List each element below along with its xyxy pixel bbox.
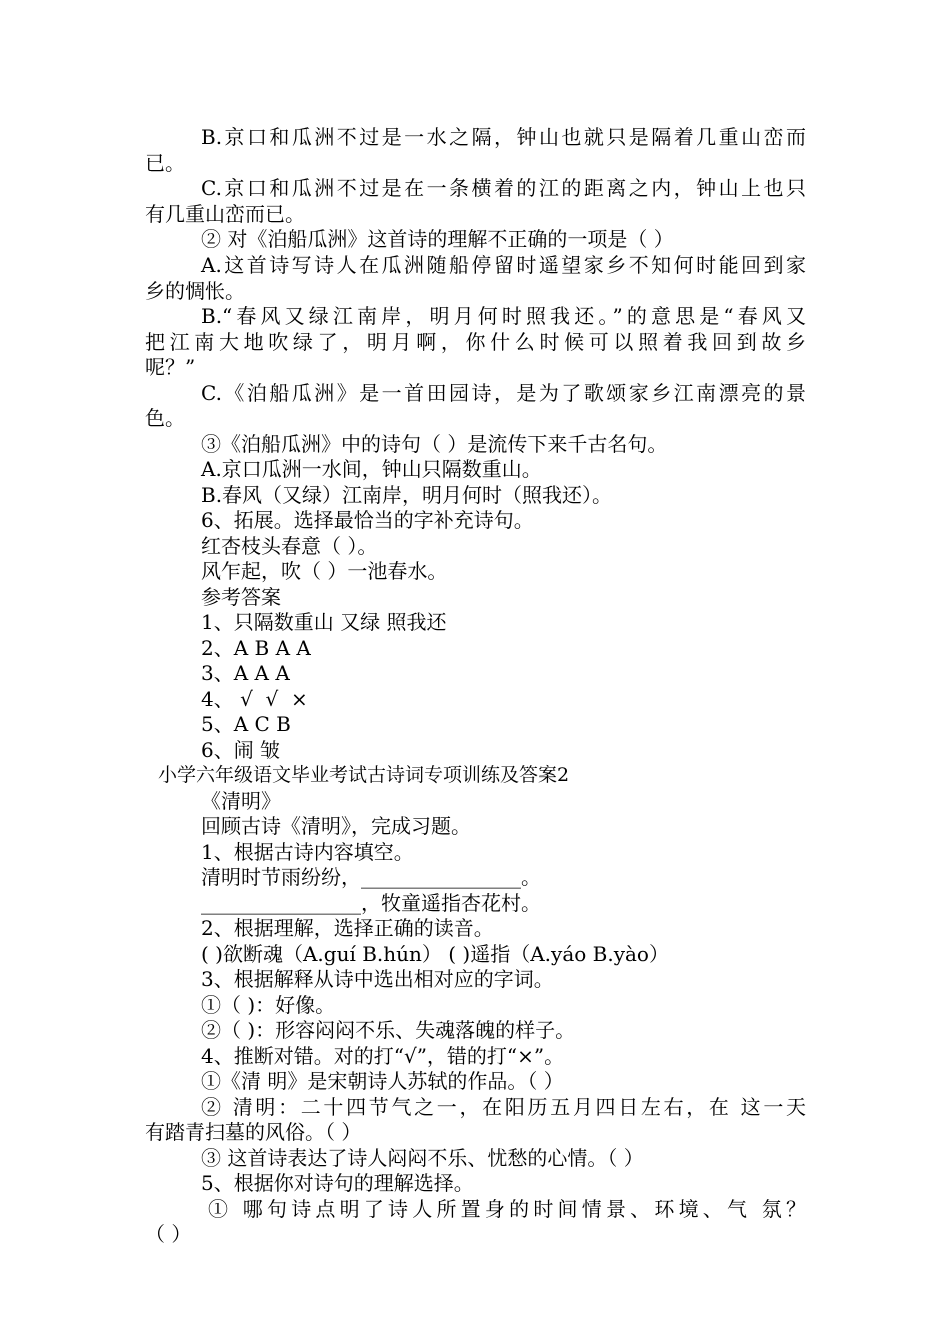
answer-line: 3、A A A — [201, 661, 290, 685]
text-line: ①《清 明》是宋朝诗人苏轼的作品。（ ） — [201, 1069, 564, 1093]
text-line: ① 哪句诗点明了诗人所置身的时间情景、环境、气 氛？ — [208, 1197, 806, 1221]
text-line: ①（ )：好像。 — [201, 993, 336, 1017]
text-line: B.京口和瓜洲不过是一水之隔，钟山也就只是隔着几重山峦而 — [201, 125, 806, 149]
text-line: 乡的惆怅。 — [145, 279, 245, 303]
text-line: 清明时节雨纷纷，________________。 — [201, 865, 541, 889]
text-line: ② 清明：二十四节气之一，在阳历五月四日左右，在 这一天 — [201, 1095, 806, 1119]
text-line: A.这首诗写诗人在瓜洲随船停留时遥望家乡不知何时能回到家 — [201, 253, 806, 277]
text-line: ② 对《泊船瓜洲》这首诗的理解不正确的一项是（ ） — [201, 227, 674, 251]
poem-title: 《清明》 — [201, 789, 281, 813]
text-line: ②（ )：形容闷闷不乐、失魂落魄的样子。 — [201, 1018, 576, 1042]
answer-line: 4、 √ √ × — [201, 687, 308, 711]
text-line: 把江南大地吹绿了，明月啊，你什么时候可以照着我回到故乡 — [145, 330, 806, 354]
text-line: 有几重山峦而已。 — [145, 202, 305, 226]
text-line: ③《泊船瓜洲》中的诗句（ ）是流传下来千古名句。 — [201, 432, 668, 456]
text-line: 3、根据解释从诗中选出相对应的字词。 — [201, 967, 554, 991]
answer-line: 1、只隔数重山 又绿 照我还 — [201, 610, 447, 634]
text-line: B.“春风又绿江南岸，明月何时照我还。”的意思是“春风又 — [201, 304, 806, 328]
text-line: 1、根据古诗内容填空。 — [201, 840, 414, 864]
text-line: 6、拓展。选择最恰当的字补充诗句。 — [201, 508, 534, 532]
section-heading: 参考答案 — [201, 585, 281, 609]
text-line: 红杏枝头春意（ ）。 — [201, 534, 378, 558]
text-line: B.春风（又绿）江南岸，明月何时（照我还）。 — [201, 483, 613, 507]
answer-line: 2、A B A A — [201, 636, 311, 660]
text-line: 4、推断对错。对的打“√”，错的打“×”。 — [201, 1044, 565, 1068]
text-line: 风乍起，吹（ ）一池春水。 — [201, 559, 448, 583]
text-line: ③ 这首诗表达了诗人闷闷不乐、忧愁的心情。（ ） — [201, 1146, 644, 1170]
text-line: 呢？” — [145, 355, 196, 379]
answer-line: 6、闹 皱 — [201, 738, 281, 762]
text-line: A.京口瓜洲一水间，钟山只隔数重山。 — [201, 457, 542, 481]
document-title: 小学六年级语文毕业考试古诗词专项训练及答案2 — [158, 764, 570, 786]
text-line: 已。 — [145, 151, 185, 175]
answer-line: 5、A C B — [201, 712, 291, 736]
text-line: C.京口和瓜洲不过是在一条横着的江的距离之内，钟山上也只 — [201, 176, 806, 200]
text-line: ( )欲断魂（A.guí B.hún） ( )遥指（A.yáo B.yào） — [201, 942, 669, 966]
text-line: 5、根据你对诗句的理解选择。 — [201, 1171, 474, 1195]
text-line: 2、根据理解，选择正确的读音。 — [201, 916, 494, 940]
text-line: 有踏青扫墓的风俗。（ ） — [145, 1120, 362, 1144]
text-line: C.《泊船瓜洲》是一首田园诗，是为了歌颂家乡江南漂亮的景 — [201, 381, 806, 405]
text-line: 色。 — [145, 406, 185, 430]
text-line: 回顾古诗《清明》，完成习题。 — [201, 814, 471, 838]
text-line: （ ） — [145, 1222, 192, 1246]
text-line: ________________，牧童遥指杏花村。 — [201, 891, 541, 915]
